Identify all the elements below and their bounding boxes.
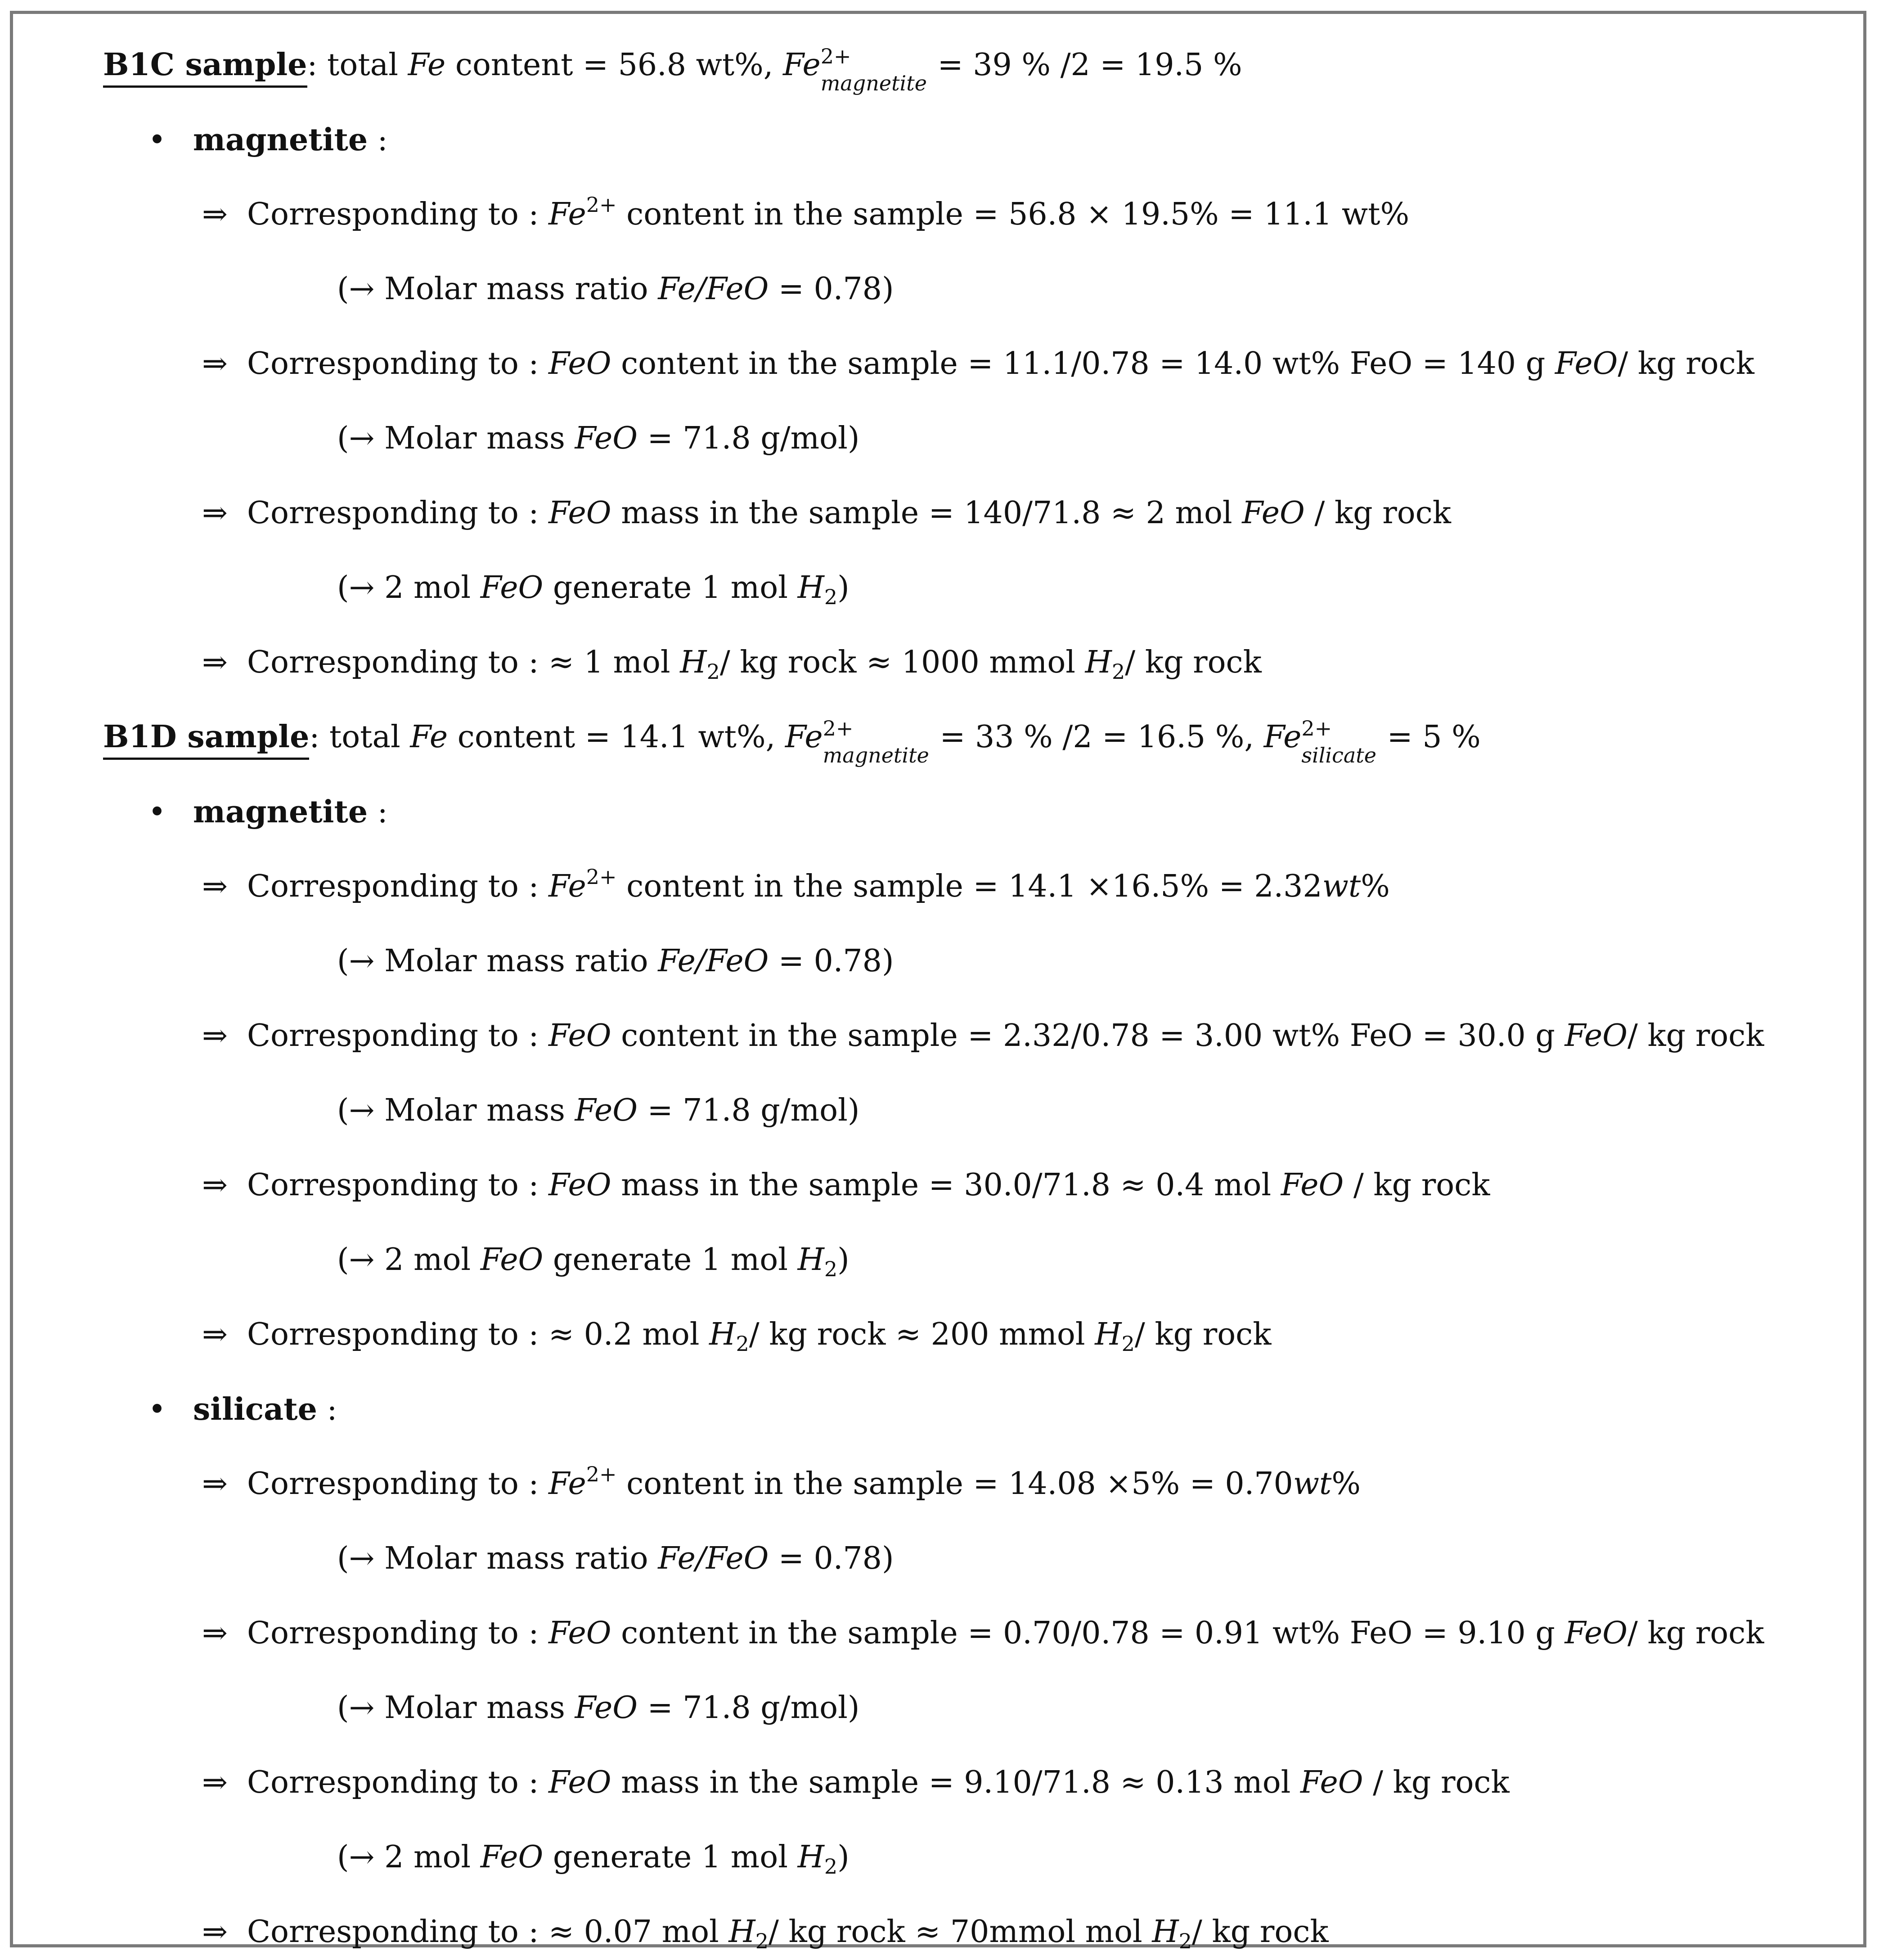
bullet-icon: • bbox=[148, 122, 166, 158]
b1c-magnetite-bullet: • magnetite : bbox=[148, 117, 388, 162]
b1c-mag-step-2: ⇒ Corresponding to : FeO content in the sample = 11.1/0.78 = 14.0 wt% FeO = 140 g FeO/ kg rock bbox=[202, 341, 1754, 386]
implies-arrow-icon: ⇒ bbox=[202, 197, 228, 232]
b1d-sil-step-1: ⇒ Corresponding to : $Fe^{2+}$ content in the sample = 14.08 ×5% = 0.70wt% bbox=[202, 1462, 1361, 1507]
bullet-icon: • bbox=[148, 1392, 166, 1427]
b1d-summary-line: B1D sample: total Fe content = 14.1 wt%, Fe 2+ magnetite = 33 % /2 = 16.5 %, Fe 2+ silicate = 5 % bbox=[103, 716, 1481, 767]
implies-arrow-icon: ⇒ bbox=[202, 869, 228, 904]
b1d-sil-step-4: ⇒ Corresponding to : ≈ 0.07 mol $H_2/$ kg rock ≈ 70mmol mol $H_2/$ kg rock bbox=[202, 1910, 1329, 1955]
implies-arrow-icon: ⇒ bbox=[202, 1765, 228, 1800]
implies-arrow-icon: ⇒ bbox=[202, 495, 228, 531]
b1d-silicate-bullet: • silicate : bbox=[148, 1387, 337, 1432]
implies-arrow-icon: ⇒ bbox=[202, 645, 228, 680]
b1d-mag-step-3: ⇒ Corresponding to : FeO mass in the sample = 30.0/71.8 ≈ 0.4 mol FeO / kg rock bbox=[202, 1163, 1490, 1208]
b1d-mag-note-generate: (→ 2 mol FeO generate 1 mol $H_2$) bbox=[337, 1242, 850, 1281]
b1d-sil-step-3: ⇒ Corresponding to : FeO mass in the sample = 9.10/71.8 ≈ 0.13 mol FeO / kg rock bbox=[202, 1760, 1510, 1805]
b1d-sil-step-2: ⇒ Corresponding to : FeO content in the sample = 0.70/0.78 = 0.91 wt% FeO = 9.10 g FeO/ kg rock bbox=[202, 1611, 1764, 1656]
b1c-heading: B1C sample bbox=[103, 44, 307, 88]
b1d-magnetite-bullet: • magnetite : bbox=[148, 789, 388, 834]
implies-arrow-icon: ⇒ bbox=[202, 1466, 228, 1502]
b1c-mag-step-4: ⇒ Corresponding to : ≈ 1 mol $H_2/$ kg rock ≈ 1000 mmol $H_2/$ kg rock bbox=[202, 640, 1262, 685]
implies-arrow-icon: ⇒ bbox=[202, 1018, 228, 1054]
implies-arrow-icon: ⇒ bbox=[202, 1914, 228, 1950]
fe-magnetite-symbol: 2+ magnetite bbox=[820, 44, 927, 95]
b1c-mag-step-1: ⇒ Corresponding to : $Fe^{2+}$ content in the sample = 56.8 × 19.5% = 11.1 wt% bbox=[202, 192, 1409, 237]
b1d-mag-step-4: ⇒ Corresponding to : ≈ 0.2 mol $H_2/$ kg rock ≈ 200 mmol $H_2/$ kg rock bbox=[202, 1312, 1271, 1357]
fe-silicate-symbol: 2+ silicate bbox=[1301, 716, 1377, 767]
b1d-sil-note-molar: (→ Molar mass FeO = 71.8 g/mol) bbox=[337, 1690, 860, 1726]
b1d-sil-note-ratio: (→ Molar mass ratio Fe/FeO = 0.78) bbox=[337, 1541, 894, 1576]
b1c-mag-note-ratio: (→ Molar mass ratio Fe/FeO = 0.78) bbox=[337, 271, 894, 307]
b1c-mag-note-generate: (→ 2 mol FeO generate 1 mol $H_2$) bbox=[337, 570, 850, 609]
document-frame bbox=[10, 11, 1866, 1953]
b1c-mag-step-3: ⇒ Corresponding to : FeO mass in the sample = 140/71.8 ≈ 2 mol FeO / kg rock bbox=[202, 491, 1451, 536]
b1c-summary-line: B1C sample: total Fe content = 56.8 wt%, Fe 2+ magnetite = 39 % /2 = 19.5 % bbox=[103, 44, 1242, 95]
b1c-mag-note-molar: (→ Molar mass FeO = 71.8 g/mol) bbox=[337, 421, 860, 456]
b1d-heading: B1D sample bbox=[103, 716, 309, 760]
bullet-icon: • bbox=[148, 794, 166, 830]
fe-magnetite-symbol: 2+ magnetite bbox=[823, 716, 929, 767]
implies-arrow-icon: ⇒ bbox=[202, 1167, 228, 1203]
b1d-mag-note-molar: (→ Molar mass FeO = 71.8 g/mol) bbox=[337, 1093, 860, 1128]
implies-arrow-icon: ⇒ bbox=[202, 346, 228, 381]
b1d-mag-step-1: ⇒ Corresponding to : $Fe^{2+}$ content in the sample = 14.1 ×16.5% = 2.32wt% bbox=[202, 864, 1390, 909]
b1d-mag-note-ratio: (→ Molar mass ratio Fe/FeO = 0.78) bbox=[337, 943, 894, 979]
b1d-mag-step-2: ⇒ Corresponding to : FeO content in the sample = 2.32/0.78 = 3.00 wt% FeO = 30.0 g FeO/ kg rock bbox=[202, 1014, 1764, 1058]
implies-arrow-icon: ⇒ bbox=[202, 1615, 228, 1651]
b1d-sil-note-generate: (→ 2 mol FeO generate 1 mol $H_2$) bbox=[337, 1839, 850, 1879]
implies-arrow-icon: ⇒ bbox=[202, 1317, 228, 1352]
